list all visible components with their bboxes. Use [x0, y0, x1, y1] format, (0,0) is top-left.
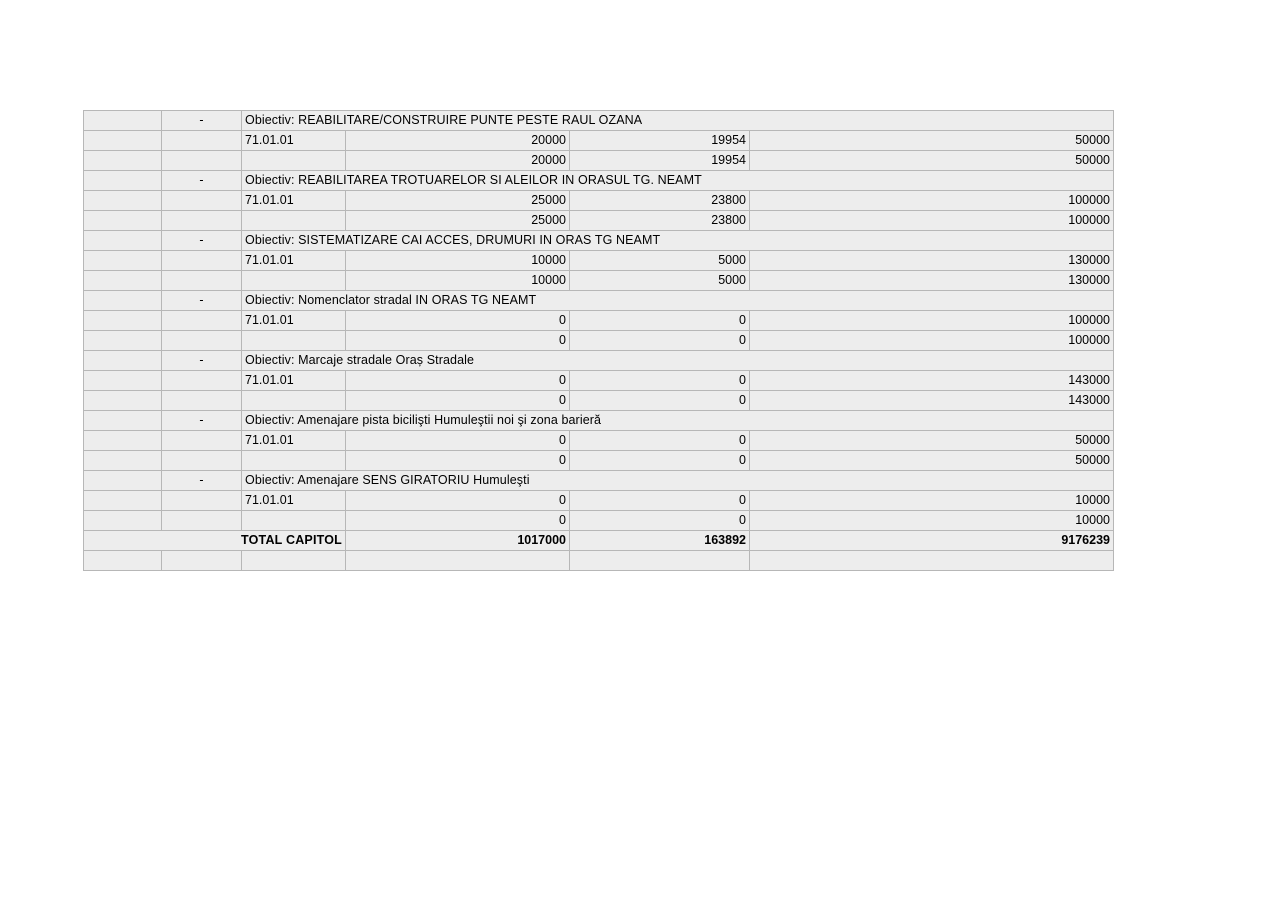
- amount-1: 0: [346, 311, 570, 331]
- row-gutter: [84, 211, 162, 231]
- account-code: 71.01.01: [242, 191, 346, 211]
- empty-cell: [162, 311, 242, 331]
- amount-3: 100000: [750, 311, 1114, 331]
- amount-2: 0: [570, 491, 750, 511]
- objective-label: Obiectiv: REABILITAREA TROTUARELOR SI ALEILOR IN ORASUL TG. NEAMT: [242, 171, 1114, 191]
- amount-3: 50000: [750, 431, 1114, 451]
- row-gutter: [84, 311, 162, 331]
- table-row: [84, 231, 1114, 251]
- empty-cell: [162, 551, 242, 571]
- subtotal-amount-1: 10000: [346, 271, 570, 291]
- subtotal-amount-2: 0: [570, 511, 750, 531]
- account-code: 71.01.01: [242, 491, 346, 511]
- subtotal-amount-2: 5000: [570, 271, 750, 291]
- total-amount-3: 9176239: [750, 531, 1114, 551]
- group-marker: -: [162, 291, 242, 311]
- amount-1: 0: [346, 371, 570, 391]
- subtotal-amount-1: 20000: [346, 151, 570, 171]
- amount-3: 50000: [750, 131, 1114, 151]
- empty-cell: [162, 371, 242, 391]
- subtotal-amount-2: 19954: [570, 151, 750, 171]
- empty-cell: [242, 151, 346, 171]
- row-gutter: [84, 451, 162, 471]
- row-gutter: [84, 171, 162, 191]
- row-gutter: [84, 431, 162, 451]
- amount-1: 20000: [346, 131, 570, 151]
- objective-label: Obiectiv: Amenajare SENS GIRATORIU Humuleşti: [242, 471, 1114, 491]
- empty-cell: [162, 271, 242, 291]
- subtotal-amount-1: 0: [346, 511, 570, 531]
- amount-3: 130000: [750, 251, 1114, 271]
- row-gutter: [84, 111, 162, 131]
- row-gutter: [84, 411, 162, 431]
- amount-2: 0: [570, 371, 750, 391]
- empty-cell: [570, 551, 750, 571]
- amount-2: 0: [570, 311, 750, 331]
- total-amount-1: 1017000: [346, 531, 570, 551]
- total-amount-2: 163892: [570, 531, 750, 551]
- row-gutter: [84, 351, 162, 371]
- amount-2: 23800: [570, 191, 750, 211]
- subtotal-amount-2: 23800: [570, 211, 750, 231]
- group-marker: -: [162, 111, 242, 131]
- subtotal-amount-1: 0: [346, 331, 570, 351]
- table-body: [84, 111, 1114, 571]
- table-row: [84, 191, 1114, 211]
- account-code: 71.01.01: [242, 371, 346, 391]
- account-code: 71.01.01: [242, 251, 346, 271]
- empty-cell: [162, 491, 242, 511]
- table-row: [84, 211, 1114, 231]
- table-row: [84, 511, 1114, 531]
- row-gutter: [84, 491, 162, 511]
- group-marker: -: [162, 171, 242, 191]
- amount-1: 0: [346, 431, 570, 451]
- empty-cell: [242, 511, 346, 531]
- table-row: [84, 451, 1114, 471]
- subtotal-amount-3: 143000: [750, 391, 1114, 411]
- empty-cell: [84, 551, 162, 571]
- objective-label: Obiectiv: Nomenclator stradal IN ORAS TG NEAMT: [242, 291, 1114, 311]
- subtotal-amount-3: 100000: [750, 211, 1114, 231]
- account-code: 71.01.01: [242, 131, 346, 151]
- row-gutter: [84, 291, 162, 311]
- empty-cell: [242, 271, 346, 291]
- subtotal-amount-1: 0: [346, 391, 570, 411]
- table-row: [84, 111, 1114, 131]
- account-code: 71.01.01: [242, 311, 346, 331]
- subtotal-amount-3: 100000: [750, 331, 1114, 351]
- row-gutter: [84, 511, 162, 531]
- row-gutter: [84, 231, 162, 251]
- empty-cell: [346, 551, 570, 571]
- objective-label: Obiectiv: Amenajare pista bicilişti Humuleştii noi şi zona barieră: [242, 411, 1114, 431]
- amount-2: 19954: [570, 131, 750, 151]
- empty-cell: [162, 211, 242, 231]
- account-code: 71.01.01: [242, 431, 346, 451]
- row-gutter: [84, 271, 162, 291]
- row-gutter: [84, 331, 162, 351]
- row-gutter: [84, 131, 162, 151]
- footer-row: [84, 551, 1114, 571]
- table-row: [84, 431, 1114, 451]
- table-row: [84, 391, 1114, 411]
- amount-3: 10000: [750, 491, 1114, 511]
- empty-cell: [242, 551, 346, 571]
- empty-cell: [162, 391, 242, 411]
- table-row: [84, 151, 1114, 171]
- amount-3: 143000: [750, 371, 1114, 391]
- empty-cell: [162, 431, 242, 451]
- objective-label: Obiectiv: SISTEMATIZARE CAI ACCES, DRUMURI IN ORAS TG NEAMT: [242, 231, 1114, 251]
- empty-cell: [162, 151, 242, 171]
- subtotal-amount-2: 0: [570, 391, 750, 411]
- subtotal-amount-2: 0: [570, 331, 750, 351]
- table-row: [84, 351, 1114, 371]
- amount-1: 10000: [346, 251, 570, 271]
- total-row: [84, 531, 1114, 551]
- empty-cell: [162, 331, 242, 351]
- objective-label: Obiectiv: Marcaje stradale Oraș Stradale: [242, 351, 1114, 371]
- amount-1: 0: [346, 491, 570, 511]
- row-gutter: [84, 471, 162, 491]
- table-row: [84, 371, 1114, 391]
- row-gutter: [84, 151, 162, 171]
- empty-cell: [242, 211, 346, 231]
- amount-2: 5000: [570, 251, 750, 271]
- amount-3: 100000: [750, 191, 1114, 211]
- table-row: [84, 291, 1114, 311]
- table-row: [84, 271, 1114, 291]
- subtotal-amount-3: 130000: [750, 271, 1114, 291]
- group-marker: -: [162, 351, 242, 371]
- table-row: [84, 471, 1114, 491]
- table-row: [84, 311, 1114, 331]
- group-marker: -: [162, 231, 242, 251]
- empty-cell: [162, 191, 242, 211]
- empty-cell: [162, 251, 242, 271]
- subtotal-amount-1: 0: [346, 451, 570, 471]
- table-row: [84, 251, 1114, 271]
- row-gutter: [84, 191, 162, 211]
- amount-2: 0: [570, 431, 750, 451]
- empty-cell: [242, 391, 346, 411]
- table-row: [84, 131, 1114, 151]
- group-marker: -: [162, 471, 242, 491]
- subtotal-amount-3: 10000: [750, 511, 1114, 531]
- spreadsheet-area: [83, 110, 1113, 571]
- table-row: [84, 171, 1114, 191]
- table-row: [84, 411, 1114, 431]
- subtotal-amount-3: 50000: [750, 451, 1114, 471]
- empty-cell: [162, 511, 242, 531]
- row-gutter: [84, 391, 162, 411]
- empty-cell: [750, 551, 1114, 571]
- empty-cell: [162, 451, 242, 471]
- row-gutter: [84, 371, 162, 391]
- group-marker: -: [162, 411, 242, 431]
- empty-cell: [162, 131, 242, 151]
- table-row: [84, 331, 1114, 351]
- amount-1: 25000: [346, 191, 570, 211]
- total-label: TOTAL CAPITOL: [84, 531, 346, 551]
- empty-cell: [242, 331, 346, 351]
- budget-table: [83, 110, 1114, 571]
- subtotal-amount-3: 50000: [750, 151, 1114, 171]
- row-gutter: [84, 251, 162, 271]
- objective-label: Obiectiv: REABILITARE/CONSTRUIRE PUNTE PESTE RAUL OZANA: [242, 111, 1114, 131]
- subtotal-amount-2: 0: [570, 451, 750, 471]
- empty-cell: [242, 451, 346, 471]
- table-row: [84, 491, 1114, 511]
- subtotal-amount-1: 25000: [346, 211, 570, 231]
